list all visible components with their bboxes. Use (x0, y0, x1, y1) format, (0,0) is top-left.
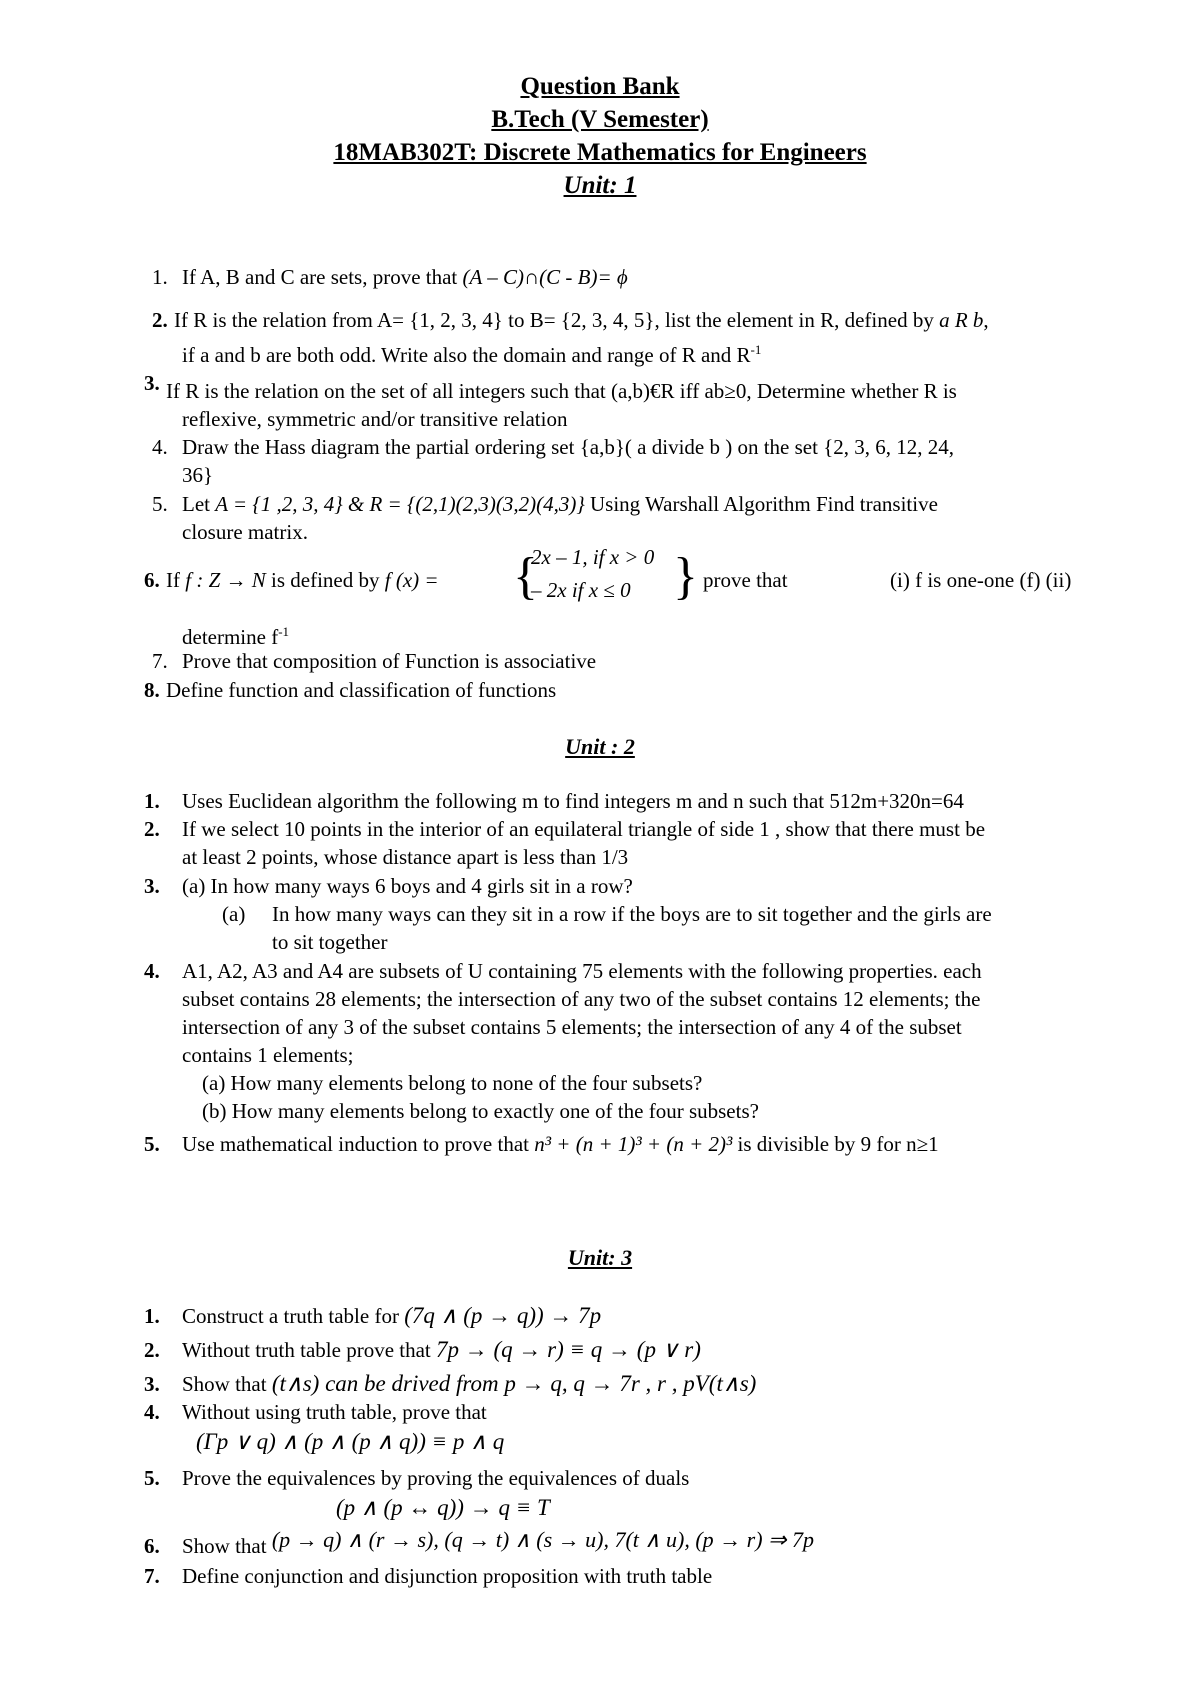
q-number: 7. (152, 649, 168, 673)
q-number: 5. (144, 1466, 160, 1490)
left-brace: { (513, 548, 538, 605)
q-math: a R b (939, 308, 984, 332)
q-continued-text: if a and b are both odd. Write also the domain and range of R and R (182, 343, 751, 367)
q-text: Let (182, 492, 216, 516)
unit1-title: Unit: 1 (563, 172, 637, 199)
q-text: Use mathematical induction to prove that (182, 1132, 535, 1156)
q-number: 4. (144, 959, 160, 983)
q-number: 4. (152, 435, 168, 459)
right-brace: } (673, 548, 698, 605)
unit2-q3-sub-continued: to sit together (272, 930, 388, 954)
q-text: If (166, 568, 186, 592)
unit1-q4-continued: 36} (182, 463, 214, 487)
unit3-title: Unit: 3 (567, 1245, 633, 1270)
q-text-2: is defined by (265, 568, 385, 592)
q-math: (7q ∧ (p → q)) → 7p (404, 1303, 602, 1328)
unit2-q4-part-a: (a) How many elements belong to none of the four subsets? (202, 1071, 703, 1095)
q-text: If R is the relation on the set of all integers such that (a,b)€R iff ab≥0, Determine whether R is (166, 379, 957, 403)
header-course: 18MAB302T: Discrete Mathematics for Engineers (333, 139, 867, 166)
q-math: A = {1 ,2, 3, 4} & R = {(2,1)(2,3)(3,2)(4,3)} (215, 492, 585, 516)
unit3-q4-math: (Γp ∨ q) ∧ (p ∧ (p ∧ q)) ≡ p ∧ q (196, 1429, 505, 1454)
q-math: (p → q) ∧ (r → s), (q → t) ∧ (s → u), 7(t ∧ u), (p → r) ⇒ 7p (271, 1527, 814, 1552)
q-tail: is divisible by 9 for n≥1 (732, 1132, 939, 1156)
q-text: Draw the Hass diagram the partial ordering set {a,b}( a divide b ) on the set {2, 3, 6, 12, 24, (182, 435, 955, 459)
unit1-q2-continued (182, 336, 761, 369)
q-text: (a) In how many ways 6 boys and 4 girls sit in a row? (182, 874, 633, 898)
q-text: Construct a truth table for (182, 1304, 405, 1328)
q-math: 7p → (q → r) ≡ q → (p ∨ r) (436, 1337, 701, 1362)
unit2-q4-line-2: subset contains 28 elements; the intersection of any two of the subset contains 12 elements; the (182, 987, 981, 1011)
q-number: 1. (152, 265, 168, 289)
q-number: 4. (144, 1400, 160, 1424)
header-title: Question Bank (520, 73, 680, 100)
unit2-q4-part-b: (b) How many elements belong to exactly one of the four subsets? (202, 1099, 759, 1123)
q-number: 8. (144, 678, 160, 702)
q-text: Show that (182, 1372, 272, 1396)
q-math: n³ + (n + 1)³ + (n + 2)³ (534, 1132, 733, 1156)
q-text-line-1: A1, A2, A3 and A4 are subsets of U containing 75 elements with the following properties. each (182, 959, 982, 983)
q-number: 3. (144, 1372, 160, 1396)
unit1-q6-prove: prove that (703, 568, 788, 592)
q-text: Prove the equivalences by proving the equivalences of duals (182, 1466, 690, 1490)
unit1-q5-continued: closure matrix. (182, 520, 308, 544)
q-number: 6. (144, 1534, 160, 1558)
unit2-q3-sub-label: (a) (222, 902, 246, 926)
document-header (0, 70, 1200, 202)
q-text: Prove that composition of Function is associative (182, 649, 597, 673)
q-number: 6. (144, 568, 160, 592)
piecewise-case-2: – 2x if x ≤ 0 (531, 578, 631, 602)
q-text: If A, B and C are sets, prove that (182, 265, 463, 289)
q-superscript: -1 (278, 624, 290, 639)
piecewise-case-1: 2x – 1, if x > 0 (531, 545, 655, 569)
q-number: 1. (144, 789, 160, 813)
q-tail: Using Warshall Algorithm Find transitive (584, 492, 938, 516)
header-program: B.Tech (V Semester) (491, 106, 709, 133)
q-tail: , (983, 308, 989, 332)
q-text: Without using truth table, prove that (182, 1400, 487, 1424)
q-math-function: f : Z → N (185, 568, 266, 592)
q-math-fx: f (x) = (384, 568, 439, 592)
q-continued-text: determine f (182, 625, 279, 649)
unit3-q5-math: (p ∧ (p ↔ q)) → q ≡ T (336, 1495, 550, 1520)
unit2-q2-continued: at least 2 points, whose distance apart is less than 1/3 (182, 845, 629, 869)
q-math: (A – C)∩(C - B)= ϕ (462, 265, 628, 289)
q-number: 3. (144, 371, 160, 395)
q-number: 5. (144, 1132, 160, 1156)
q-text: If we select 10 points in the interior of an equilateral triangle of side 1 , show that there must be (182, 817, 986, 841)
unit2-q4-line-3: intersection of any 3 of the subset contains 5 elements; the intersection of any 4 of the subset (182, 1015, 962, 1039)
q-number: 2. (152, 308, 168, 332)
q-number: 7. (144, 1564, 160, 1588)
q-text: Define conjunction and disjunction proposition with truth table (182, 1564, 713, 1588)
q-math: (t∧s) can be drived from p → q, q → 7r , r , pV(t∧s) (271, 1371, 757, 1396)
q-text: Show that (182, 1534, 272, 1558)
q-number: 3. (144, 874, 160, 898)
q-number: 2. (144, 817, 160, 841)
q-text: Uses Euclidean algorithm the following m to find integers m and n such that 512m+320n=64 (182, 789, 964, 813)
q-number: 1. (144, 1304, 160, 1328)
unit2-q4-line-4: contains 1 elements; (182, 1043, 354, 1067)
q-number: 2. (144, 1338, 160, 1362)
unit2-title: Unit : 2 (565, 734, 635, 759)
q-superscript: -1 (750, 342, 762, 357)
unit2-q3-sub-text: In how many ways can they sit in a row if the boys are to sit together and the girls are (272, 902, 992, 926)
unit1-q3-continued: reflexive, symmetric and/or transitive relation (182, 407, 568, 431)
q-text: If R is the relation from A= {1, 2, 3, 4} to B= {2, 3, 4, 5}, list the element in R, defined by (174, 308, 940, 332)
unit1-q6-parts: (i) f is one-one (f) (ii) (890, 568, 1072, 592)
q-text: Without truth table prove that (182, 1338, 437, 1362)
q-number: 5. (152, 492, 168, 516)
q-text: Define function and classification of functions (166, 678, 557, 702)
